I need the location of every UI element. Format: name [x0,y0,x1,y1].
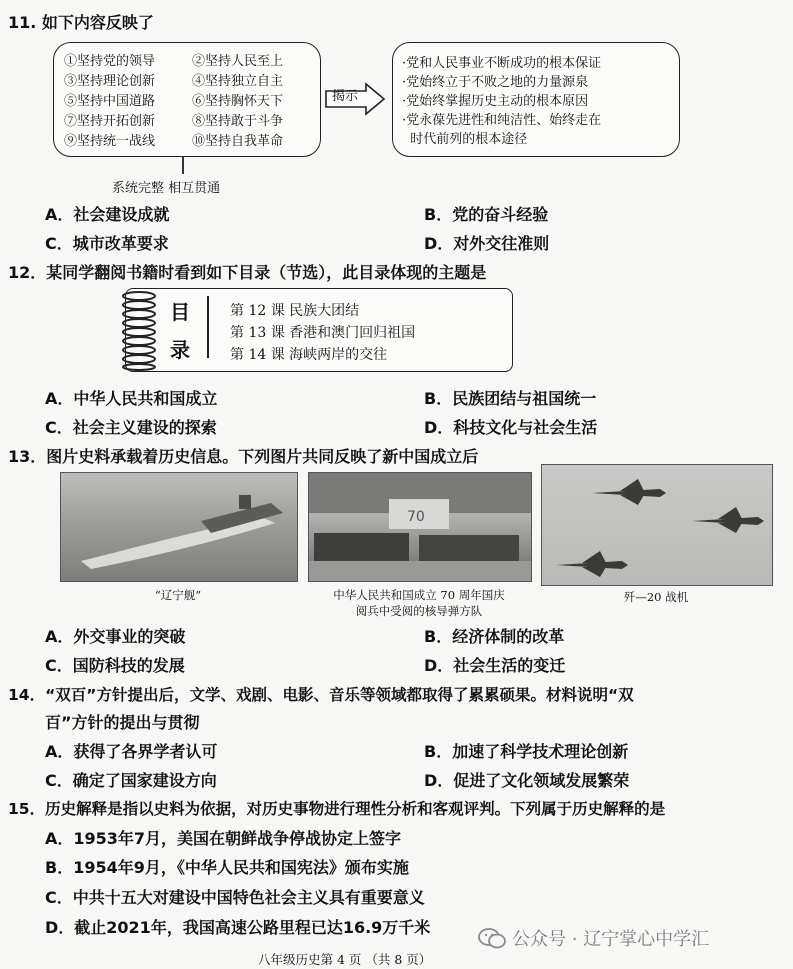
j20-fighter-photo [541,464,773,586]
question-14-stem-line2: 百”方针的提出与贯彻 [45,713,200,732]
spiral-binding-icon [119,288,159,372]
connector-line [182,156,184,174]
svg-text:70: 70 [407,509,425,525]
watermark [478,925,709,951]
q12-option-a[interactable]: A．中华人民共和国成立 [45,389,218,408]
principle-item: ③坚持理论创新 [64,74,156,89]
q11-option-b[interactable]: B．党的奋斗经验 [424,205,549,224]
q11-option-d[interactable]: D．对外交往准则 [424,234,550,253]
question-11-stem: 11. 如下内容反映了 [8,13,154,32]
caption-j20: 歼—20 战机 [623,590,689,604]
principles-footnote: 系统完整 相互贯通 [112,181,221,196]
principle-item: ①坚持党的领导 [64,54,156,69]
caption-carrier: “辽宁舰” [154,588,202,602]
effect-item: ·党始终立于不败之地的力量源泉 [402,75,589,90]
q13-option-d[interactable]: D．社会生活的变迁 [424,656,566,675]
watermark-text: 公众号 · 辽宁掌心中学汇 [512,929,710,950]
principle-item: ⑨坚持统一战线 [64,134,156,149]
effect-item: ·党始终掌握历史主动的根本原因 [402,94,589,109]
q14-option-d[interactable]: D．促进了文化领域发展繁荣 [424,771,630,790]
principle-item: ④坚持独立自主 [192,74,284,89]
caption-parade-line1: 中华人民共和国成立 70 周年国庆 [333,588,505,602]
page-footer: 八年级历史第 4 页 （共 8 页） [258,952,432,967]
q15-option-a[interactable]: A．1953年7月，美国在朝鲜战争停战协定上签字 [45,829,402,848]
reveal-label: 揭示 [332,89,359,104]
toc-title-2: 录 [170,338,190,362]
question-13-stem: 13．图片史料承载着历史信息。下列图片共同反映了新中国成立后 [8,447,479,466]
principle-item: ⑤坚持中国道路 [64,94,156,109]
q13-option-c[interactable]: C．国防科技的发展 [45,656,185,675]
q11-option-c[interactable]: C．城市改革要求 [45,234,169,253]
caption-parade-line2: 阅兵中受阅的核导弹方队 [355,604,483,618]
principle-item: ⑧坚持敢于斗争 [192,114,284,129]
toc-lesson-13: 第 13 课 香港和澳门回归祖国 [230,325,416,341]
principle-item: ②坚持人民至上 [192,54,284,69]
wechat-icon [478,927,506,949]
q15-option-c[interactable]: C．中共十五大对建设中国特色社会主义具有重要意义 [45,888,425,907]
principle-item: ⑩坚持自我革命 [192,134,284,149]
q12-option-d[interactable]: D．科技文化与社会生活 [424,418,598,437]
q11-option-a[interactable]: A．社会建设成就 [45,205,170,224]
question-14-stem-line1: 14．“双百”方针提出后，文学、戏剧、电影、音乐等领域都取得了累累硕果。材料说明“双 [8,686,634,704]
q13-option-a[interactable]: A．外交事业的突破 [45,627,186,646]
q15-option-b[interactable]: B．1954年9月，《中华人民共和国宪法》颁布实施 [45,858,409,877]
q15-option-d[interactable]: D．截止2021年，我国高速公路里程已达16.9万千米 [45,918,431,937]
toc-title-1: 目 [170,300,190,324]
q13-option-b[interactable]: B．经济体制的改革 [424,627,565,646]
question-15-stem: 15．历史解释是指以史料为依据，对历史事物进行理性分析和客观评判。下列属于历史解释的是 [8,800,666,818]
principle-item: ⑦坚持开拓创新 [64,114,156,129]
q12-option-c[interactable]: C．社会主义建设的探索 [45,418,217,437]
q14-option-a[interactable]: A．获得了各界学者认可 [45,742,218,761]
toc-divider [207,296,209,358]
effect-item: ·党和人民事业不断成功的根本保证 [402,56,602,71]
q12-option-b[interactable]: B．民族团结与祖国统一 [424,389,597,408]
q14-option-b[interactable]: B．加速了科学技术理论创新 [424,742,629,761]
toc-lesson-14: 第 14 课 海峡两岸的交往 [230,347,388,363]
liaoning-carrier-photo [60,472,298,582]
q14-option-c[interactable]: C．确定了国家建设方向 [45,771,217,790]
missile-parade-photo [308,472,532,582]
effect-item: 时代前列的根本途径 [402,132,528,147]
effect-item: ·党永葆先进性和纯洁性、始终走在 [402,113,602,128]
question-12-stem: 12．某同学翻阅书籍时看到如下目录（节选），此目录体现的主题是 [8,263,487,282]
toc-lesson-12: 第 12 课 民族大团结 [230,303,360,319]
principle-item: ⑥坚持胸怀天下 [192,94,284,109]
